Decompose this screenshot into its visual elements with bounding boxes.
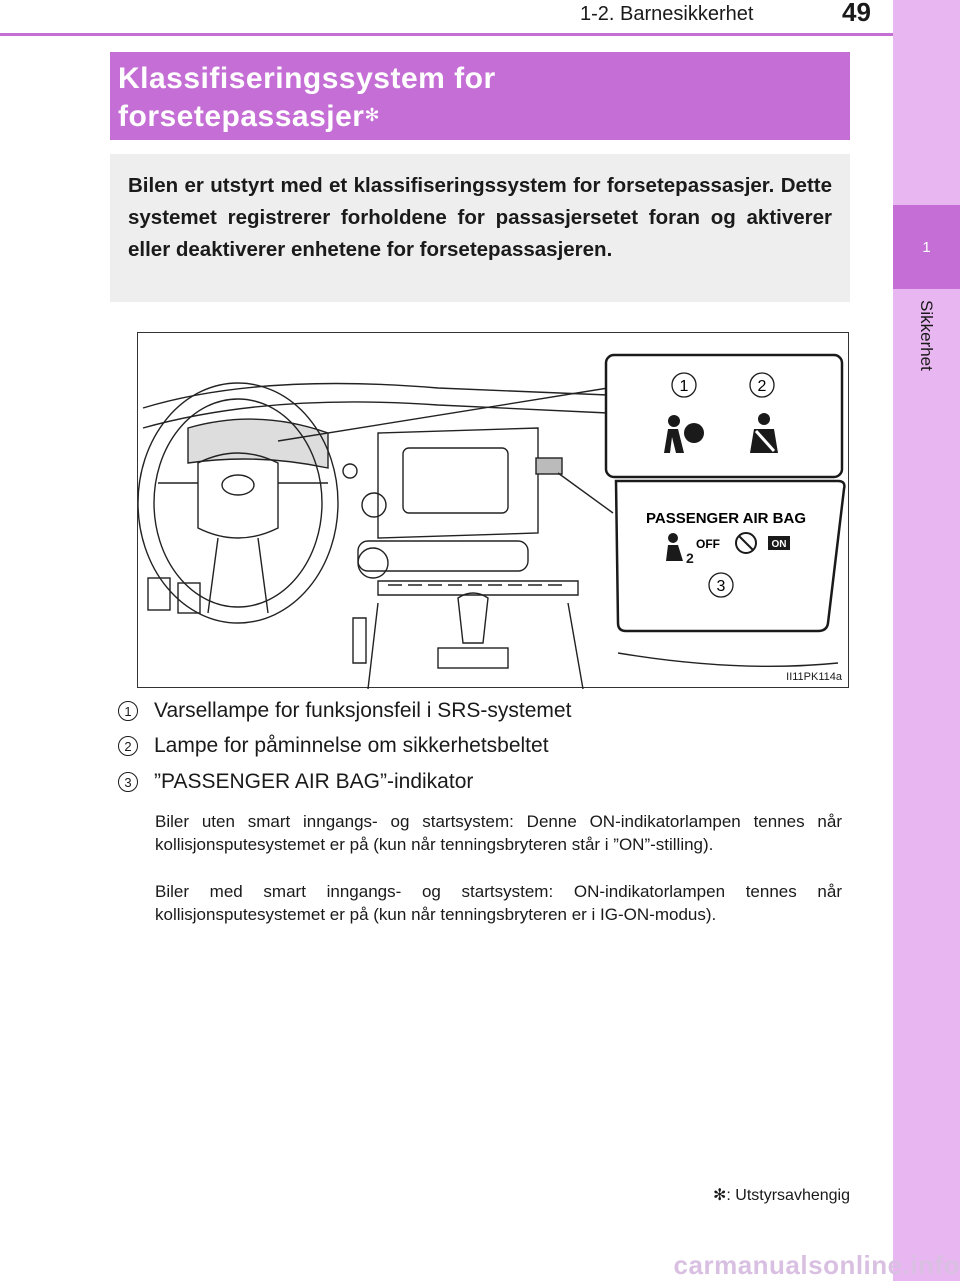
- page-number: 49: [842, 0, 871, 27]
- list-item: [118, 767, 473, 797]
- footnote: ✻: Utstyrsavhengig: [712, 1187, 850, 1204]
- item-number: 2: [118, 736, 138, 756]
- dashboard-illustration: [137, 332, 849, 688]
- item-label: Lampe for påminnelse om sikkerhetsbeltet: [154, 734, 549, 757]
- equipment-marker: ✻: [364, 105, 381, 125]
- description-paragraph: Biler uten smart inngangs- og startsystem: Denne ON-indikatorlampen tennes når kollisjonsputesystemet er på (kun når tenningsbryteren står i ”ON”-stilling).: [155, 812, 842, 854]
- chapter-number: 1: [893, 205, 960, 289]
- list-item: [118, 696, 571, 726]
- item-number: 3: [118, 772, 138, 792]
- dashboard-drawing: [138, 333, 850, 689]
- page-title: [110, 52, 850, 140]
- item-label: ”PASSENGER AIR BAG”-indikator: [154, 770, 474, 793]
- header-divider: [0, 33, 893, 36]
- off-label: OFF: [696, 537, 720, 551]
- item-number: 1: [118, 701, 138, 721]
- watermark: carmanualsonline.info: [673, 1250, 960, 1280]
- panel-title: PASSENGER AIR BAG: [645, 510, 807, 527]
- callout-1: 1: [679, 378, 689, 395]
- intro-text: Bilen er utstyrt med et klassifiseringssystem for forsetepassasjer. Dette systemet registrerer forholdene for passasjersetet foran og aktiverer eller deaktiverer enhetene for forsetepassasjeren.: [110, 154, 850, 302]
- callout-3: 3: [716, 578, 726, 595]
- on-label: ON: [771, 539, 787, 550]
- description-paragraph: Biler med smart inngangs- og startsystem: ON-indikatorlampen tennes når kollisjonsputesystemet er på (kun når tenningsbryteren er i IG-ON-modus).: [155, 882, 842, 924]
- illustration-code: II11PK114a: [786, 671, 842, 683]
- svg-text:2: 2: [686, 550, 694, 566]
- page-title-line1: Klassifiseringssystem for: [118, 62, 496, 95]
- chapter-side-tab: [893, 0, 960, 1281]
- callout-2: 2: [757, 378, 767, 395]
- section-title: 1-2. Barnesikkerhet: [580, 3, 754, 25]
- item-label: Varsellampe for funksjonsfeil i SRS-systemet: [154, 699, 572, 722]
- chapter-label: Sikkerhet: [917, 300, 936, 371]
- list-item: [118, 731, 549, 761]
- page-title-line2: forsetepassasjer: [118, 100, 365, 133]
